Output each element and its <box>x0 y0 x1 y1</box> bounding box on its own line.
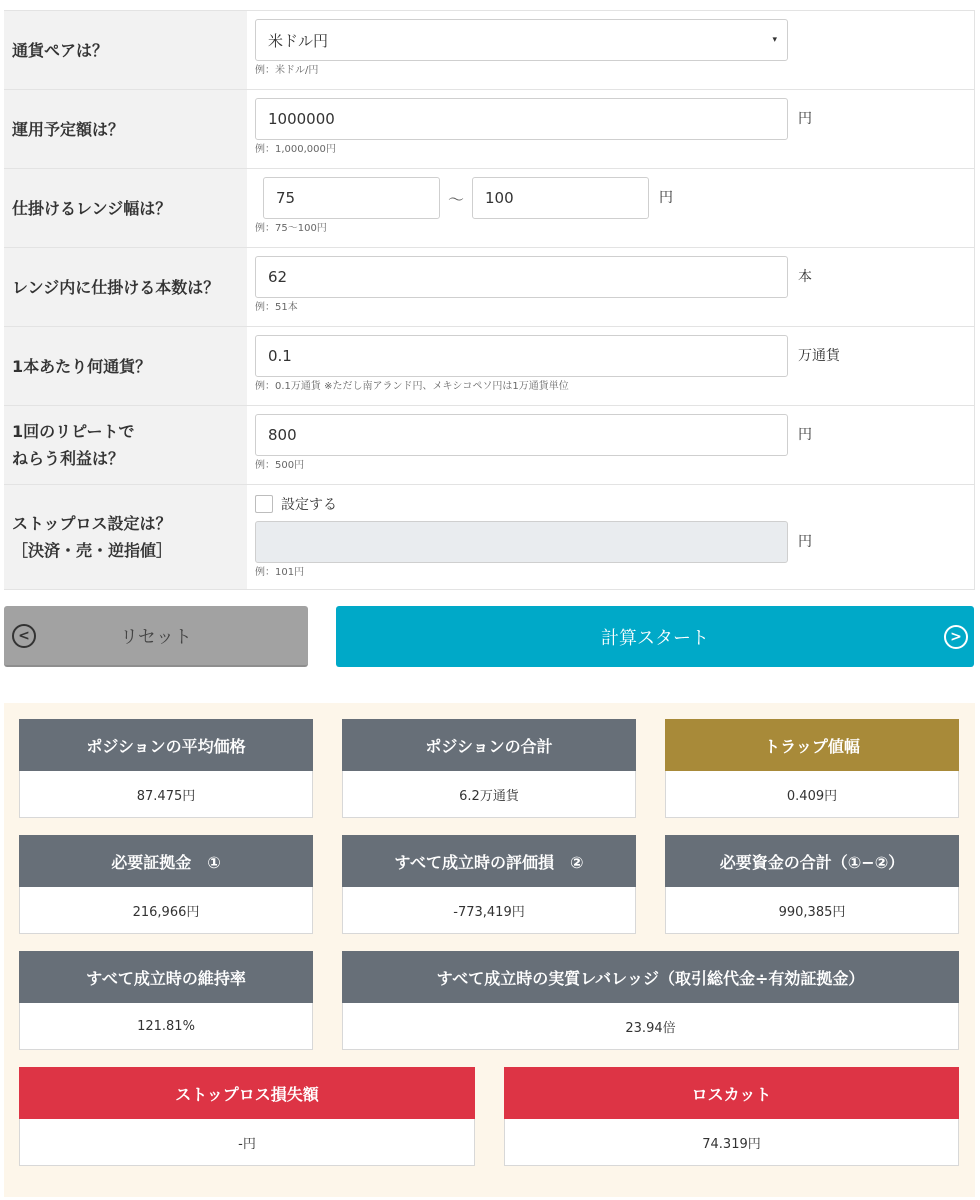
lot-input[interactable]: 0.1 <box>255 335 788 377</box>
chevron-left-circle-icon: < <box>12 624 36 648</box>
form-row-lot <box>4 327 975 406</box>
amount-unit: 円 <box>798 111 812 127</box>
profit-label: 1回のリピートで ねらう利益は？ <box>4 406 247 484</box>
reset-button-label: リセット <box>120 626 192 648</box>
form-row-count <box>4 248 975 327</box>
currency-pair-hint: 例：米ドル/円 <box>255 65 319 76</box>
stoploss-checkbox-label[interactable]: 設定する <box>281 497 337 513</box>
calculate-start-button-label: 計算スタート <box>601 627 709 649</box>
lot-label: 1本あたり何通貨？ <box>4 327 247 405</box>
result-value: 23.94倍 <box>342 1003 959 1050</box>
count-hint: 例：51本 <box>255 302 298 313</box>
form-row-amount <box>4 90 975 169</box>
profit-unit: 円 <box>798 427 812 443</box>
range-label: 仕掛けるレンジ幅は？ <box>4 169 247 247</box>
result-value: 87.475円 <box>19 771 313 818</box>
calculate-start-button[interactable] <box>336 606 974 667</box>
result-stoploss-amount <box>19 1067 475 1166</box>
currency-pair-select[interactable] <box>255 19 788 61</box>
result-title: すべて成立時の評価損 ② <box>342 835 636 887</box>
result-title: 必要証拠金 ① <box>19 835 313 887</box>
result-value: 74.319円 <box>504 1119 959 1166</box>
count-unit: 本 <box>798 269 812 285</box>
currency-pair-label: 通貨ペアは？ <box>4 11 247 89</box>
form-row-currency-pair <box>4 11 975 90</box>
result-title: ロスカット <box>504 1067 959 1119</box>
stoploss-unit: 円 <box>798 534 812 550</box>
chevron-right-circle-icon: > <box>944 625 968 649</box>
range-tilde: 〜 <box>448 190 465 209</box>
range-unit: 円 <box>659 190 674 206</box>
result-unrealized-loss <box>342 835 636 934</box>
stoploss-input[interactable] <box>255 521 788 563</box>
result-value: 990,385円 <box>665 887 959 934</box>
result-title: ストップロス損失額 <box>19 1067 475 1119</box>
result-avg-price <box>19 719 313 818</box>
form-row-profit <box>4 406 975 485</box>
lot-hint: 例：0.1万通貨 ※ただし南アランド円、メキシコペソ円は1万通貨単位 <box>255 381 569 392</box>
result-title: ポジションの合計 <box>342 719 636 771</box>
result-value: 6.2万通貨 <box>342 771 636 818</box>
result-title: すべて成立時の維持率 <box>19 951 313 1003</box>
simulation-form <box>4 10 975 590</box>
caret-down-icon: ▾ <box>772 35 777 45</box>
result-title: トラップ値幅 <box>665 719 959 771</box>
count-input[interactable]: 62 <box>255 256 788 298</box>
result-value: 0.409円 <box>665 771 959 818</box>
results-panel <box>4 703 975 1197</box>
stoploss-hint: 例：101円 <box>255 567 305 578</box>
stoploss-label: ストップロス設定は？ ［決済・売・逆指値］ <box>4 485 247 589</box>
reset-button[interactable] <box>4 606 308 667</box>
currency-pair-value: 米ドル円 <box>268 31 329 50</box>
profit-input[interactable]: 800 <box>255 414 788 456</box>
result-total-position <box>342 719 636 818</box>
profit-hint: 例：500円 <box>255 460 305 471</box>
result-value: -773,419円 <box>342 887 636 934</box>
form-row-range <box>4 169 975 248</box>
result-effective-leverage <box>342 951 959 1050</box>
result-title: すべて成立時の実質レバレッジ（取引総代金÷有効証拠金） <box>342 951 959 1003</box>
amount-label: 運用予定額は？ <box>4 90 247 168</box>
result-maintenance-rate <box>19 951 313 1050</box>
result-required-funds <box>665 835 959 934</box>
range-low-input[interactable]: 75 <box>263 177 440 219</box>
range-hint: 例：75〜100円 <box>255 223 327 234</box>
range-high-input[interactable]: 100 <box>472 177 649 219</box>
lot-unit: 万通貨 <box>798 348 840 364</box>
result-trap-width <box>665 719 959 818</box>
form-row-stoploss <box>4 485 975 590</box>
result-value: -円 <box>19 1119 475 1166</box>
count-label: レンジ内に仕掛ける本数は？ <box>4 248 247 326</box>
result-title: 必要資金の合計（①−②） <box>665 835 959 887</box>
result-title: ポジションの平均価格 <box>19 719 313 771</box>
stoploss-checkbox[interactable] <box>255 495 273 513</box>
amount-hint: 例：1,000,000円 <box>255 144 336 155</box>
result-value: 121.81% <box>19 1003 313 1050</box>
amount-input[interactable]: 1000000 <box>255 98 788 140</box>
result-required-margin <box>19 835 313 934</box>
result-value: 216,966円 <box>19 887 313 934</box>
result-losscut <box>504 1067 959 1166</box>
